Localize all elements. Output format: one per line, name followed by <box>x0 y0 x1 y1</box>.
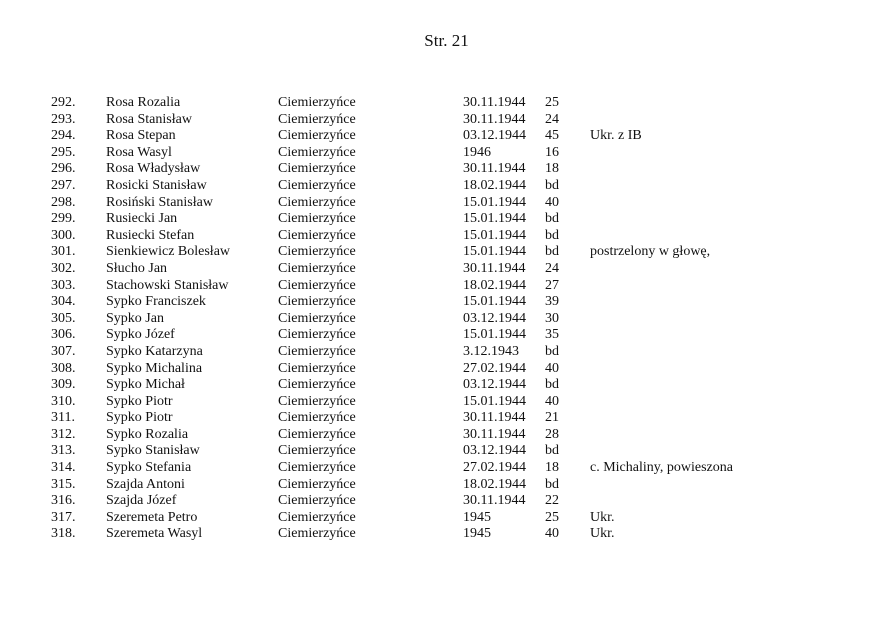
record-date: 15.01.1944 <box>463 327 526 343</box>
record-date: 15.01.1944 <box>463 244 526 260</box>
record-age: 28 <box>545 426 559 442</box>
record-date: 30.11.1944 <box>463 111 526 127</box>
record-place: Ciemierzyńce <box>278 393 356 409</box>
record-number: 305. <box>51 310 76 326</box>
record-name: Sypko Józef <box>106 327 175 343</box>
record-name: Sypko Franciszek <box>106 294 206 310</box>
record-age: 27 <box>545 277 559 293</box>
record-age: bd <box>545 343 559 359</box>
record-number: 317. <box>51 509 76 525</box>
record-name: Słucho Jan <box>106 260 168 276</box>
record-name: Rosicki Stanisław <box>106 177 207 193</box>
record-name: Szeremeta Wasyl <box>106 526 203 542</box>
record-age: bd <box>545 211 559 227</box>
record-age: 25 <box>545 509 559 525</box>
record-place: Ciemierzyńce <box>278 161 356 177</box>
record-place: Ciemierzyńce <box>278 443 356 459</box>
record-place: Ciemierzyńce <box>278 426 356 442</box>
record-note: c. Michaliny, powieszona <box>590 460 733 476</box>
record-row <box>0 361 893 378</box>
record-age: bd <box>545 476 559 492</box>
record-number: 314. <box>51 460 76 476</box>
record-row <box>0 294 893 311</box>
record-age: 24 <box>545 111 559 127</box>
record-row <box>0 443 893 460</box>
record-place: Ciemierzyńce <box>278 294 356 310</box>
record-date: 03.12.1944 <box>463 443 526 459</box>
record-name: Sypko Stanisław <box>106 443 200 459</box>
record-place: Ciemierzyńce <box>278 111 356 127</box>
record-row <box>0 228 893 245</box>
record-row <box>0 394 893 411</box>
record-number: 308. <box>51 360 76 376</box>
record-row <box>0 211 893 228</box>
record-row <box>0 261 893 278</box>
record-age: 18 <box>545 460 559 476</box>
record-name: Stachowski Stanisław <box>106 277 229 293</box>
record-age: 40 <box>545 194 559 210</box>
record-age: bd <box>545 227 559 243</box>
record-date: 30.11.1944 <box>463 161 526 177</box>
record-place: Ciemierzyńce <box>278 377 356 393</box>
record-age: bd <box>545 177 559 193</box>
record-date: 27.02.1944 <box>463 360 526 376</box>
record-name: Sypko Jan <box>106 310 164 326</box>
record-date: 30.11.1944 <box>463 493 526 509</box>
record-age: 35 <box>545 327 559 343</box>
record-number: 318. <box>51 526 76 542</box>
record-number: 303. <box>51 277 76 293</box>
record-date: 03.12.1944 <box>463 377 526 393</box>
record-number: 296. <box>51 161 76 177</box>
record-place: Ciemierzyńce <box>278 509 356 525</box>
record-number: 312. <box>51 426 76 442</box>
record-place: Ciemierzyńce <box>278 244 356 260</box>
record-number: 315. <box>51 476 76 492</box>
record-age: 18 <box>545 161 559 177</box>
record-note: postrzelony w głowę, <box>590 244 711 260</box>
record-date: 30.11.1944 <box>463 95 526 110</box>
record-date: 15.01.1944 <box>463 211 526 227</box>
record-age: bd <box>545 244 559 260</box>
record-date: 15.01.1944 <box>463 294 526 310</box>
record-row <box>0 460 893 477</box>
record-list <box>0 95 893 543</box>
record-number: 304. <box>51 294 76 310</box>
record-name: Sypko Michał <box>106 377 185 393</box>
record-number: 313. <box>51 443 76 459</box>
record-age: 16 <box>545 144 559 160</box>
record-number: 293. <box>51 111 76 127</box>
record-place: Ciemierzyńce <box>278 128 356 144</box>
record-number: 307. <box>51 343 76 359</box>
record-date: 15.01.1944 <box>463 227 526 243</box>
record-row <box>0 327 893 344</box>
record-number: 309. <box>51 377 76 393</box>
record-name: Sypko Stefania <box>106 460 192 476</box>
record-place: Ciemierzyńce <box>278 177 356 193</box>
record-name: Sypko Michalina <box>106 360 203 376</box>
record-number: 298. <box>51 194 76 210</box>
record-number: 302. <box>51 260 76 276</box>
record-name: Sypko Piotr <box>106 410 173 426</box>
record-name: Rosa Wasyl <box>106 144 172 160</box>
record-row <box>0 477 893 494</box>
record-row <box>0 344 893 361</box>
record-place: Ciemierzyńce <box>278 310 356 326</box>
record-number: 292. <box>51 95 76 110</box>
record-name: Sienkiewicz Bolesław <box>106 244 231 260</box>
record-place: Ciemierzyńce <box>278 526 356 542</box>
record-age: 25 <box>545 95 559 110</box>
record-date: 03.12.1944 <box>463 128 526 144</box>
record-date: 3.12.1943 <box>463 343 519 359</box>
record-place: Ciemierzyńce <box>278 327 356 343</box>
record-note: Ukr. <box>590 526 615 542</box>
record-age: 39 <box>545 294 559 310</box>
record-date: 15.01.1944 <box>463 393 526 409</box>
record-date: 18.02.1944 <box>463 277 526 293</box>
record-row <box>0 278 893 295</box>
record-row <box>0 377 893 394</box>
record-number: 299. <box>51 211 76 227</box>
record-number: 316. <box>51 493 76 509</box>
record-number: 311. <box>51 410 75 426</box>
record-number: 295. <box>51 144 76 160</box>
record-row <box>0 493 893 510</box>
record-name: Rosa Rozalia <box>106 95 181 110</box>
record-age: 22 <box>545 493 559 509</box>
record-place: Ciemierzyńce <box>278 211 356 227</box>
record-date: 1945 <box>463 509 491 525</box>
record-note: Ukr. <box>590 509 615 525</box>
record-place: Ciemierzyńce <box>278 277 356 293</box>
record-place: Ciemierzyńce <box>278 476 356 492</box>
record-place: Ciemierzyńce <box>278 194 356 210</box>
record-name: Rosa Stanisław <box>106 111 192 127</box>
record-row <box>0 410 893 427</box>
record-age: bd <box>545 377 559 393</box>
page-title: Str. 21 <box>424 31 469 50</box>
record-number: 294. <box>51 128 76 144</box>
record-name: Rosiński Stanisław <box>106 194 213 210</box>
record-age: 40 <box>545 526 559 542</box>
record-date: 30.11.1944 <box>463 260 526 276</box>
record-name: Sypko Katarzyna <box>106 343 203 359</box>
record-date: 1945 <box>463 526 491 542</box>
record-name: Rusiecki Jan <box>106 211 178 227</box>
record-place: Ciemierzyńce <box>278 227 356 243</box>
record-name: Rusiecki Stefan <box>106 227 195 243</box>
record-place: Ciemierzyńce <box>278 260 356 276</box>
record-name: Szajda Antoni <box>106 476 185 492</box>
record-date: 30.11.1944 <box>463 410 526 426</box>
record-place: Ciemierzyńce <box>278 410 356 426</box>
record-name: Rosa Władysław <box>106 161 201 177</box>
record-name: Sypko Piotr <box>106 393 173 409</box>
record-row <box>0 128 893 145</box>
record-note: Ukr. z IB <box>590 128 642 144</box>
record-place: Ciemierzyńce <box>278 460 356 476</box>
record-row <box>0 244 893 261</box>
record-name: Rosa Stepan <box>106 128 176 144</box>
record-number: 297. <box>51 177 76 193</box>
record-number: 300. <box>51 227 76 243</box>
record-row <box>0 427 893 444</box>
record-date: 15.01.1944 <box>463 194 526 210</box>
record-place: Ciemierzyńce <box>278 95 356 110</box>
record-age: 30 <box>545 310 559 326</box>
record-place: Ciemierzyńce <box>278 493 356 509</box>
record-place: Ciemierzyńce <box>278 360 356 376</box>
record-row <box>0 95 893 112</box>
record-place: Ciemierzyńce <box>278 343 356 359</box>
record-name: Szeremeta Petro <box>106 509 198 525</box>
record-row <box>0 145 893 162</box>
record-row <box>0 178 893 195</box>
record-date: 03.12.1944 <box>463 310 526 326</box>
record-age: 21 <box>545 410 559 426</box>
record-age: 45 <box>545 128 559 144</box>
record-number: 310. <box>51 393 76 409</box>
record-row <box>0 526 893 543</box>
record-date: 1946 <box>463 144 491 160</box>
record-number: 301. <box>51 244 76 260</box>
record-age: bd <box>545 443 559 459</box>
record-date: 18.02.1944 <box>463 476 526 492</box>
record-number: 306. <box>51 327 76 343</box>
record-row <box>0 510 893 527</box>
record-date: 27.02.1944 <box>463 460 526 476</box>
record-age: 40 <box>545 360 559 376</box>
record-place: Ciemierzyńce <box>278 144 356 160</box>
record-row <box>0 161 893 178</box>
record-name: Sypko Rozalia <box>106 426 189 442</box>
record-date: 30.11.1944 <box>463 426 526 442</box>
record-row <box>0 112 893 129</box>
record-date: 18.02.1944 <box>463 177 526 193</box>
record-age: 40 <box>545 393 559 409</box>
record-row <box>0 195 893 212</box>
record-age: 24 <box>545 260 559 276</box>
record-row <box>0 311 893 328</box>
record-name: Szajda Józef <box>106 493 177 509</box>
